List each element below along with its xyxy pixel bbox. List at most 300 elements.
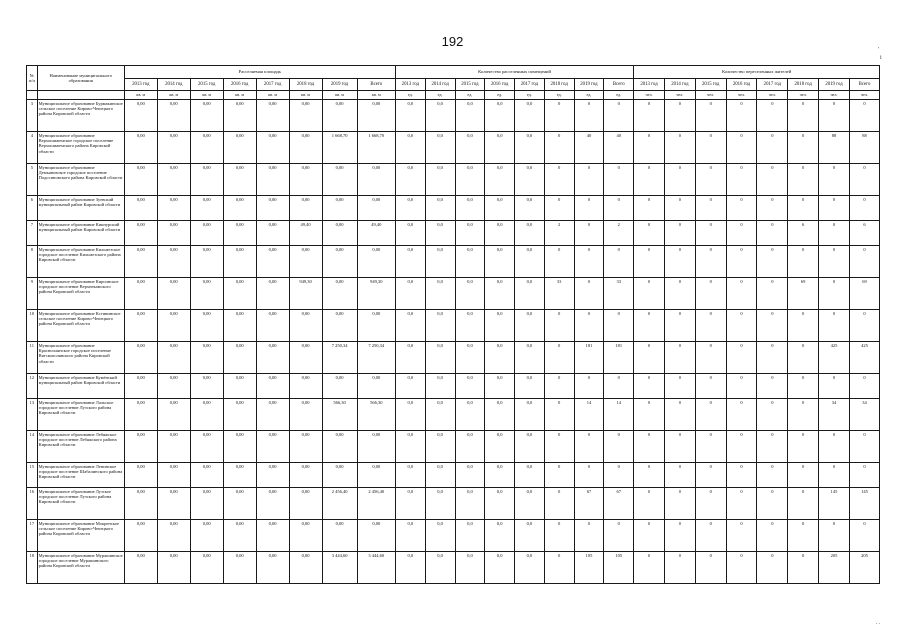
cell-residents: 0 [819, 431, 850, 463]
cell-residents: 69 [849, 278, 879, 310]
cell-area: 2 456,40 [357, 488, 395, 520]
cell-residents: 0 [849, 431, 879, 463]
table-row [27, 431, 880, 463]
cell-area: 0,00 [223, 431, 256, 463]
cell-area: 0,00 [223, 399, 256, 431]
cell-rooms: 0 [604, 100, 634, 132]
cell-residents: 0 [819, 520, 850, 552]
cell-residents: 0 [757, 552, 788, 584]
municipality-name: Муниципальное образование Мурашинское городское поселение Мурашинского района Кировской области [37, 552, 124, 584]
header-year-rooms: 2014 год [425, 79, 455, 91]
cell-rooms: 0 [574, 374, 604, 399]
cell-rooms: 14 [574, 399, 604, 431]
cell-rooms: 0 [544, 342, 574, 374]
cell-area: 0,00 [190, 342, 223, 374]
cell-area: 0,00 [190, 100, 223, 132]
cell-residents: 0 [819, 246, 850, 278]
cell-rooms: 0 [574, 221, 604, 246]
cell-rooms: 0,0 [485, 399, 515, 431]
cell-area: 0,00 [124, 463, 157, 488]
cell-rooms: 0,0 [485, 164, 515, 196]
cell-residents: 425 [849, 342, 879, 374]
cell-residents: 0 [695, 431, 726, 463]
cell-rooms: 0,0 [515, 488, 545, 520]
header-unit-rooms: ед. [604, 91, 634, 100]
cell-area: 0,00 [289, 399, 322, 431]
cell-rooms: 0 [574, 246, 604, 278]
table-row [27, 342, 880, 374]
cell-residents: 0 [695, 246, 726, 278]
cell-rooms: 0 [604, 431, 634, 463]
cell-rooms: 0,0 [515, 431, 545, 463]
cell-rooms: 0,0 [425, 399, 455, 431]
municipality-name: Муниципальное образование Бурмакинское сельское поселение Кирово-Чепецкого района Кировской области [37, 100, 124, 132]
cell-residents: 0 [695, 164, 726, 196]
cell-rooms: 0,0 [425, 164, 455, 196]
header-year-residents: Всего [849, 79, 879, 91]
cell-residents: 0 [664, 552, 695, 584]
cell-area: 0,00 [322, 463, 357, 488]
header-unit-residents: чел. [634, 91, 665, 100]
cell-area: 3 444,60 [357, 552, 395, 584]
cell-rooms: 0,0 [515, 278, 545, 310]
header-unit-residents: чел. [757, 91, 788, 100]
cell-rooms: 0 [604, 196, 634, 221]
cell-area: 0,00 [289, 463, 322, 488]
header-num: № п/п [27, 66, 38, 91]
cell-area: 0,00 [357, 463, 395, 488]
cell-area: 1 668,70 [322, 132, 357, 164]
municipality-name: Муниципальное образование Ленинское городское поселение Шабалинского района Кировской области [37, 463, 124, 488]
cell-rooms: 0,0 [395, 520, 425, 552]
cell-residents: 0 [664, 488, 695, 520]
cell-residents: 0 [726, 132, 757, 164]
units-blank-num [27, 91, 38, 100]
cell-rooms: 0,0 [455, 488, 485, 520]
header-year-residents: 2013 год [634, 79, 665, 91]
cell-area: 0,00 [289, 310, 322, 342]
cell-residents: 0 [726, 431, 757, 463]
cell-rooms: 0,0 [455, 278, 485, 310]
cell-area: 0,00 [157, 399, 190, 431]
table-row [27, 310, 880, 342]
cell-rooms: 0,0 [485, 552, 515, 584]
table-row [27, 399, 880, 431]
header-unit-area: кв. м [124, 91, 157, 100]
cell-area: 0,00 [289, 552, 322, 584]
cell-area: 0,00 [256, 488, 289, 520]
cell-residents: 0 [664, 100, 695, 132]
cell-residents: 0 [664, 431, 695, 463]
cell-rooms: 0,0 [515, 221, 545, 246]
cell-area: 0,00 [289, 431, 322, 463]
cell-rooms: 0,0 [395, 488, 425, 520]
cell-area: 0,00 [357, 520, 395, 552]
resettlement-table [26, 65, 880, 584]
cell-area: 7 250,34 [357, 342, 395, 374]
cell-area: 0,00 [190, 552, 223, 584]
table-row [27, 488, 880, 520]
cell-rooms: 0,0 [455, 399, 485, 431]
header-unit-residents: чел. [664, 91, 695, 100]
header-year-area: 2014 год [157, 79, 190, 91]
header-year-area: 2019 год [322, 79, 357, 91]
cell-rooms: 0,0 [485, 221, 515, 246]
cell-rooms: 0,0 [425, 342, 455, 374]
cell-residents: 0 [757, 246, 788, 278]
cell-area: 0,00 [256, 431, 289, 463]
cell-area: 0,00 [357, 246, 395, 278]
table-row [27, 132, 880, 164]
cell-area: 0,00 [157, 164, 190, 196]
cell-residents: 0 [788, 132, 819, 164]
cell-residents: 0 [849, 463, 879, 488]
cell-rooms: 0,0 [395, 399, 425, 431]
cell-residents: 0 [788, 374, 819, 399]
cell-residents: 0 [757, 463, 788, 488]
table-row [27, 221, 880, 246]
cell-residents: 0 [849, 246, 879, 278]
cell-area: 0,00 [157, 552, 190, 584]
cell-residents: 0 [695, 399, 726, 431]
cell-residents: 0 [664, 221, 695, 246]
cell-rooms: 0,0 [455, 221, 485, 246]
units-blank-name [37, 91, 124, 100]
cell-area: 0,00 [124, 196, 157, 221]
cell-residents: 0 [664, 520, 695, 552]
table-row [27, 520, 880, 552]
cell-area: 0,00 [124, 246, 157, 278]
cell-area: 0,00 [124, 278, 157, 310]
cell-residents: 0 [726, 246, 757, 278]
cell-residents: 0 [695, 552, 726, 584]
row-number: 6 [27, 196, 38, 221]
cell-area: 0,00 [124, 132, 157, 164]
row-number: 4 [27, 132, 38, 164]
cell-area: 0,00 [322, 246, 357, 278]
cell-area: 0,00 [289, 132, 322, 164]
cell-residents: 34 [849, 399, 879, 431]
cell-rooms: 0,0 [395, 342, 425, 374]
cell-rooms: 0,0 [395, 463, 425, 488]
municipality-name: Муниципальное образование Кирсинское городское поселение Верхнекамского района Кировской области [37, 278, 124, 310]
cell-area: 0,00 [157, 520, 190, 552]
cell-area: 0,00 [190, 374, 223, 399]
cell-area: 0,00 [124, 100, 157, 132]
cell-residents: 0 [695, 310, 726, 342]
cell-residents: 145 [849, 488, 879, 520]
cell-rooms: 0 [544, 552, 574, 584]
cell-rooms: 0 [544, 310, 574, 342]
cell-residents: 0 [757, 221, 788, 246]
cell-residents: 0 [819, 374, 850, 399]
cell-area: 0,00 [124, 488, 157, 520]
cell-rooms: 2 [544, 221, 574, 246]
header-unit-rooms: ед. [425, 91, 455, 100]
row-number: 13 [27, 399, 38, 431]
cell-area: 0,00 [223, 374, 256, 399]
header-unit-rooms: ед. [574, 91, 604, 100]
cell-area: 0,00 [289, 100, 322, 132]
cell-rooms: 0 [574, 196, 604, 221]
header-year-area: 2018 год [289, 79, 322, 91]
cell-rooms: 0,0 [455, 132, 485, 164]
cell-area: 0,00 [322, 196, 357, 221]
cell-area: 0,00 [357, 310, 395, 342]
header-units-row [27, 91, 880, 100]
cell-area: 0,00 [124, 552, 157, 584]
cell-rooms: 0,0 [395, 164, 425, 196]
cell-rooms: 0 [544, 246, 574, 278]
header-year-rooms: 2013 год [395, 79, 425, 91]
cell-residents: 0 [726, 374, 757, 399]
cell-rooms: 0 [604, 164, 634, 196]
cell-rooms: 0,0 [485, 520, 515, 552]
header-unit-area: кв. м [322, 91, 357, 100]
cell-rooms: 0,0 [515, 100, 545, 132]
cell-rooms: 0,0 [425, 100, 455, 132]
cell-rooms: 0,0 [425, 196, 455, 221]
cell-area: 0,00 [157, 221, 190, 246]
cell-rooms: 0,0 [455, 431, 485, 463]
cell-area: 0,00 [190, 196, 223, 221]
header-year-area: 2017 год [256, 79, 289, 91]
cell-rooms: 33 [544, 278, 574, 310]
cell-area: 0,00 [223, 552, 256, 584]
cell-rooms: 0 [604, 310, 634, 342]
cell-residents: 0 [634, 132, 665, 164]
cell-rooms: 67 [574, 488, 604, 520]
table-row [27, 246, 880, 278]
cell-area: 0,00 [322, 431, 357, 463]
row-number: 11 [27, 342, 38, 374]
cell-area: 0,00 [322, 278, 357, 310]
cell-residents: 0 [726, 221, 757, 246]
cell-area: 0,00 [289, 520, 322, 552]
cell-residents: 0 [634, 196, 665, 221]
cell-rooms: 0,0 [395, 196, 425, 221]
cell-area: 0,00 [124, 342, 157, 374]
header-unit-residents: чел. [695, 91, 726, 100]
table-row [27, 164, 880, 196]
cell-residents: 0 [634, 552, 665, 584]
cell-rooms: 0,0 [425, 221, 455, 246]
cell-residents: 0 [726, 164, 757, 196]
cell-residents: 34 [819, 399, 850, 431]
cell-residents: 0 [664, 310, 695, 342]
header-years-row [27, 79, 880, 91]
cell-residents: 0 [757, 374, 788, 399]
header-unit-area: кв. м [190, 91, 223, 100]
cell-area: 0,00 [256, 278, 289, 310]
cell-area: 949,30 [289, 278, 322, 310]
cell-area: 0,00 [289, 246, 322, 278]
cell-area: 949,30 [357, 278, 395, 310]
header-unit-area: кв. м [157, 91, 190, 100]
cell-rooms: 0,0 [425, 552, 455, 584]
cell-residents: 0 [695, 100, 726, 132]
cell-residents: 0 [726, 399, 757, 431]
cell-rooms: 0,0 [395, 132, 425, 164]
cell-residents: 0 [819, 164, 850, 196]
cell-residents: 0 [788, 164, 819, 196]
cell-rooms: 0,0 [515, 463, 545, 488]
cell-residents: 0 [788, 100, 819, 132]
cell-rooms: 0,0 [425, 310, 455, 342]
municipality-name: Муниципальное образование Красноплянское городское поселение Вятскополянского района Кировской области [37, 342, 124, 374]
cell-residents: 0 [849, 164, 879, 196]
cell-area: 0,00 [223, 520, 256, 552]
cell-area: 0,00 [322, 100, 357, 132]
cell-area: 0,00 [357, 100, 395, 132]
header-year-area: 2016 год [223, 79, 256, 91]
cell-rooms: 0 [574, 463, 604, 488]
cell-area: 0,00 [124, 221, 157, 246]
row-number: 14 [27, 431, 38, 463]
cell-area: 0,00 [256, 196, 289, 221]
cell-rooms: 0 [544, 374, 574, 399]
cell-residents: 0 [726, 463, 757, 488]
cell-area: 0,00 [190, 164, 223, 196]
cell-area: 0,00 [124, 399, 157, 431]
cell-area: 0,00 [190, 278, 223, 310]
cell-residents: 0 [634, 374, 665, 399]
header-year-area: 2013 год [124, 79, 157, 91]
row-number: 8 [27, 246, 38, 278]
cell-residents: 0 [695, 342, 726, 374]
cell-area: 0,00 [223, 132, 256, 164]
header-year-residents: 2018 год [788, 79, 819, 91]
cell-residents: 0 [634, 342, 665, 374]
cell-rooms: 181 [574, 342, 604, 374]
cell-rooms: 0 [604, 374, 634, 399]
cell-rooms: 0,0 [395, 431, 425, 463]
cell-residents: 0 [664, 164, 695, 196]
cell-area: 0,00 [190, 132, 223, 164]
cell-area: 0,00 [256, 552, 289, 584]
cell-residents: 0 [726, 278, 757, 310]
cell-rooms: 0,0 [515, 552, 545, 584]
municipality-name: Муниципальное образование Кикнурский муниципальный район Кировской области [37, 221, 124, 246]
cell-rooms: 0,0 [515, 520, 545, 552]
cell-residents: 0 [634, 463, 665, 488]
cell-rooms: 0 [604, 246, 634, 278]
cell-area: 0,00 [223, 164, 256, 196]
cell-residents: 0 [788, 310, 819, 342]
cell-residents: 0 [788, 552, 819, 584]
edge-mark-top: ' [878, 47, 880, 53]
cell-residents: 0 [664, 399, 695, 431]
cell-residents: 205 [819, 552, 850, 584]
row-number: 16 [27, 488, 38, 520]
cell-rooms: 0 [574, 310, 604, 342]
cell-area: 0,00 [190, 246, 223, 278]
header-year-area: Всего [357, 79, 395, 91]
cell-rooms: 2 [604, 221, 634, 246]
cell-residents: 0 [849, 374, 879, 399]
table-body [27, 100, 880, 584]
cell-residents: 0 [788, 246, 819, 278]
header-year-rooms: 2016 год [485, 79, 515, 91]
cell-rooms: 0,0 [455, 196, 485, 221]
header-unit-rooms: ед. [544, 91, 574, 100]
cell-rooms: 0 [574, 164, 604, 196]
header-year-rooms: 2019 год [574, 79, 604, 91]
cell-rooms: 0,0 [515, 399, 545, 431]
table-row [27, 278, 880, 310]
table-row [27, 100, 880, 132]
cell-residents: 0 [819, 463, 850, 488]
cell-residents: 145 [819, 488, 850, 520]
cell-area: 0,00 [223, 278, 256, 310]
cell-residents: 205 [849, 552, 879, 584]
cell-rooms: 0 [544, 100, 574, 132]
cell-area: 0,00 [322, 221, 357, 246]
row-number: 18 [27, 552, 38, 584]
cell-area: 0,00 [256, 246, 289, 278]
cell-area: 0,00 [190, 310, 223, 342]
header-year-rooms: Всего [604, 79, 634, 91]
cell-residents: 0 [757, 399, 788, 431]
cell-residents: 0 [726, 488, 757, 520]
cell-residents: 0 [695, 196, 726, 221]
cell-residents: 0 [726, 100, 757, 132]
cell-rooms: 0,0 [395, 246, 425, 278]
cell-residents: 0 [849, 100, 879, 132]
header-rooms: Количество расселенных помещений [395, 66, 633, 79]
cell-residents: 0 [757, 100, 788, 132]
cell-area: 0,00 [256, 520, 289, 552]
cell-rooms: 0,0 [455, 100, 485, 132]
cell-rooms: 0,0 [515, 374, 545, 399]
cell-rooms: 0,0 [425, 520, 455, 552]
cell-rooms: 0 [544, 431, 574, 463]
cell-residents: 0 [695, 132, 726, 164]
header-unit-rooms: ед. [515, 91, 545, 100]
cell-area: 0,00 [289, 374, 322, 399]
cell-rooms: 0,0 [485, 374, 515, 399]
cell-rooms: 0,0 [395, 310, 425, 342]
header-unit-residents: чел. [849, 91, 879, 100]
cell-residents: 88 [849, 132, 879, 164]
cell-residents: 0 [695, 463, 726, 488]
cell-residents: 0 [695, 488, 726, 520]
cell-area: 0,00 [157, 342, 190, 374]
cell-rooms: 0 [574, 100, 604, 132]
cell-residents: 0 [726, 196, 757, 221]
header-area: Расселяемая площадь [124, 66, 395, 79]
edge-mark-bottom: . . [876, 620, 881, 626]
cell-residents: 0 [757, 342, 788, 374]
cell-area: 0,00 [256, 463, 289, 488]
cell-area: 2 456,40 [322, 488, 357, 520]
cell-residents: 0 [695, 374, 726, 399]
cell-residents: 0 [788, 520, 819, 552]
cell-area: 0,00 [223, 221, 256, 246]
cell-area: 0,00 [157, 431, 190, 463]
cell-rooms: 0 [574, 278, 604, 310]
cell-area: 0,00 [357, 196, 395, 221]
header-year-residents: 2015 год [695, 79, 726, 91]
cell-rooms: 0,0 [485, 431, 515, 463]
cell-area: 0,00 [322, 310, 357, 342]
cell-area: 0,00 [256, 399, 289, 431]
header-year-area: 2015 год [190, 79, 223, 91]
cell-residents: 6 [849, 221, 879, 246]
cell-area: 0,00 [322, 520, 357, 552]
cell-area: 0,00 [322, 374, 357, 399]
cell-rooms: 0,0 [515, 164, 545, 196]
